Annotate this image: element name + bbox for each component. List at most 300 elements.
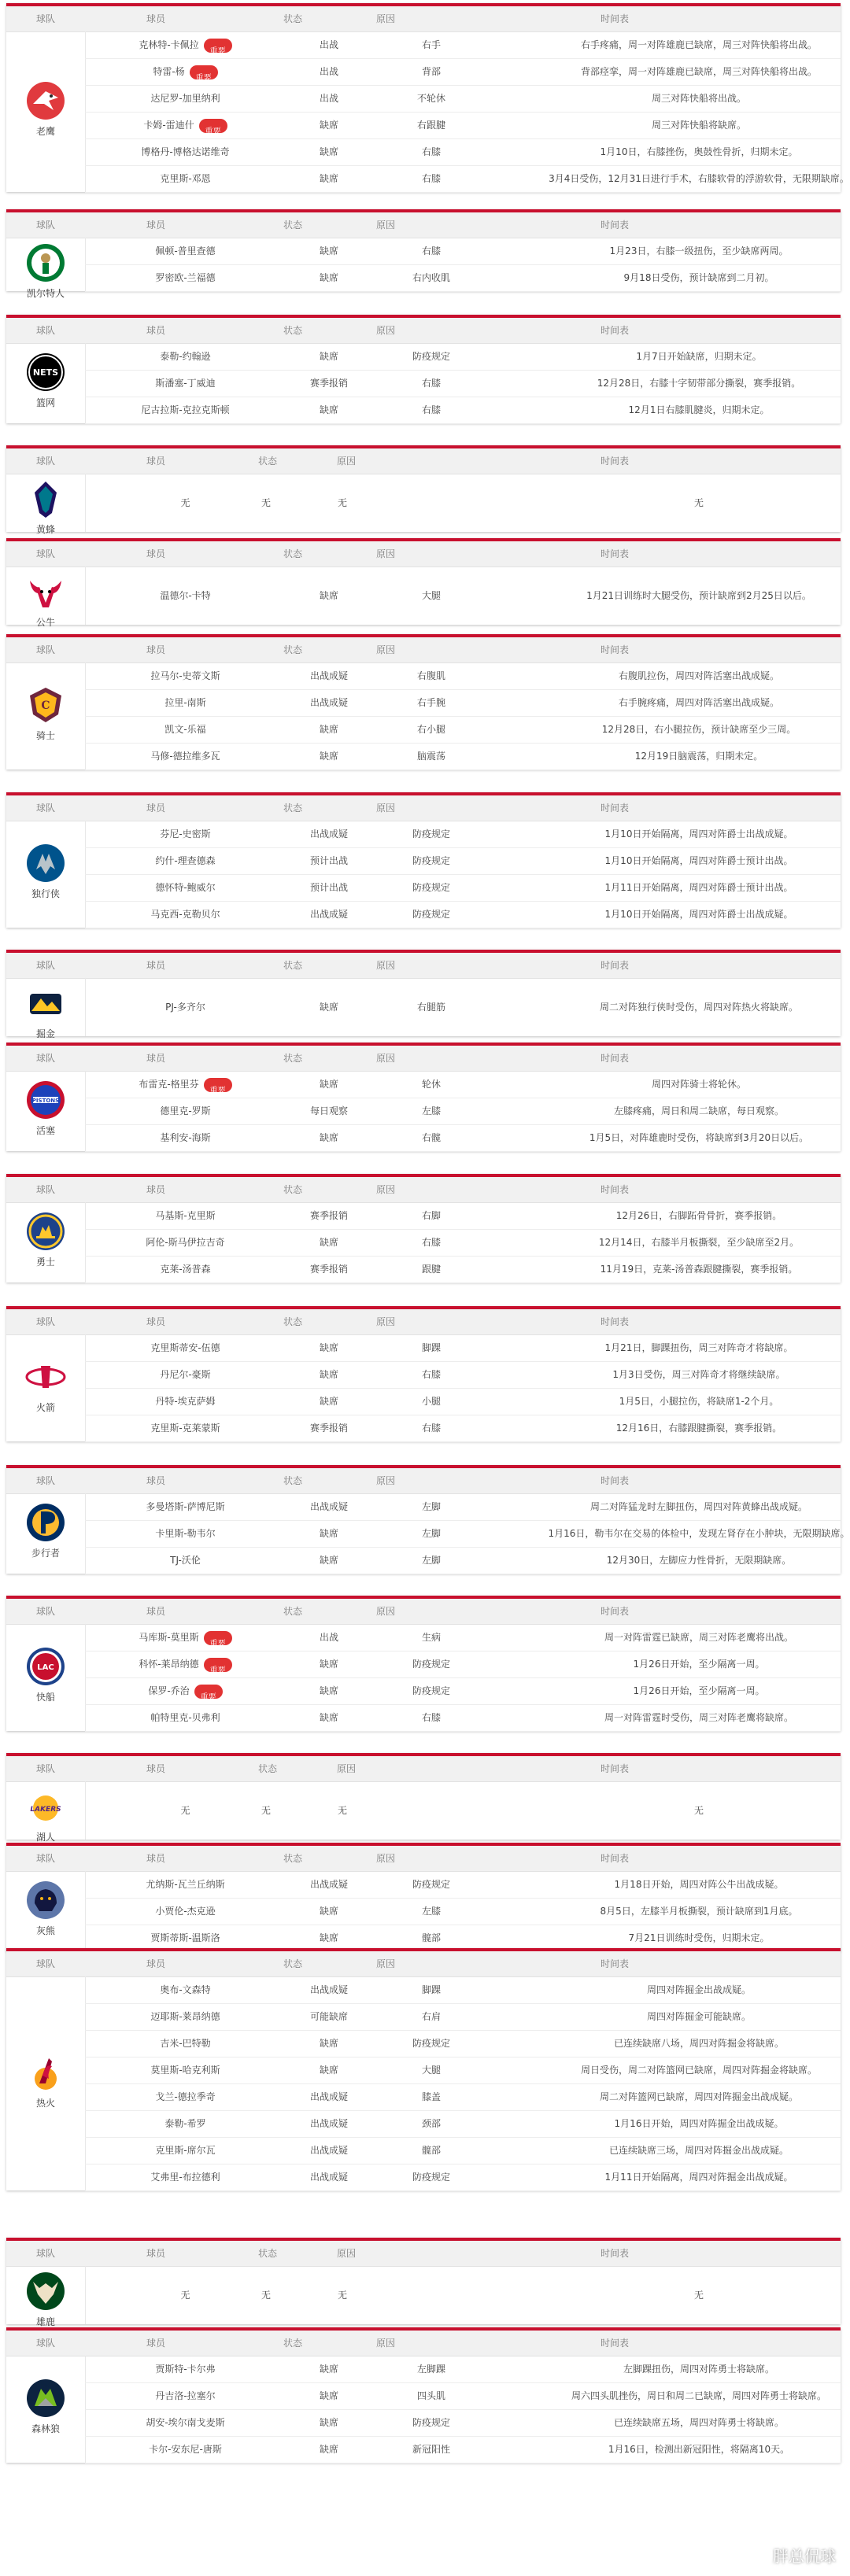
player-status: 预计出战 <box>309 855 348 866</box>
table-row <box>85 1898 841 1925</box>
table-header <box>6 1046 841 1072</box>
table-header <box>6 1599 841 1625</box>
timeline-note: 1月10日，右膝挫伤，奥鼓性骨折，归期未定。 <box>600 146 798 157</box>
timeline-note: 无 <box>693 2290 704 2301</box>
timeline-note: 左膝疼痛，周日和周二缺席，每日观察。 <box>613 1105 784 1116</box>
important-badge: 重要 <box>194 1685 223 1699</box>
player-status: 缺席 <box>319 1555 338 1566</box>
injury-reason: 膝盖 <box>421 2091 441 2102</box>
team-card-timberwolves <box>6 2327 841 2463</box>
team-cell <box>6 662 86 769</box>
player-name-text: 尼古拉斯-克拉克斯顿 <box>141 404 230 415</box>
player-name-text: 克里斯-邓恩 <box>160 173 211 184</box>
timeline-note: 无 <box>693 1805 704 1816</box>
player-status: 无 <box>261 1805 271 1816</box>
player-name-text: 德怀特-鲍威尔 <box>155 882 216 893</box>
header-reason: 原因 <box>376 325 396 336</box>
header-reason: 原因 <box>376 803 396 814</box>
table-header <box>6 1846 841 1872</box>
header-team: 球队 <box>36 1184 56 1195</box>
header-timeline: 时间表 <box>601 325 630 336</box>
timeline-note: 1月10日开始隔离，周四对阵爵士预计出战。 <box>604 855 793 866</box>
rockets-logo-icon <box>25 1356 66 1397</box>
header-timeline: 时间表 <box>601 1763 630 1774</box>
timeline-note: 12月14日，右膝半月板撕裂，至少缺席至2月。 <box>598 1237 800 1248</box>
team-cell <box>6 2356 86 2463</box>
header-status: 状态 <box>258 2248 278 2259</box>
timeline-note: 周六四头肌挫伤，周日和周二已缺席，周四对阵勇士将缺席。 <box>571 2390 826 2401</box>
table-row <box>85 58 841 86</box>
header-status: 状态 <box>283 1053 303 1064</box>
header-team: 球队 <box>36 960 56 971</box>
table-header <box>6 1756 841 1782</box>
header-status: 状态 <box>258 1763 278 1774</box>
table-row <box>85 2137 841 2165</box>
timeline-note: 1月26日开始，至少隔离一周。 <box>633 1659 765 1670</box>
header-team: 球队 <box>36 1958 56 1969</box>
injury-reason: 右肩 <box>421 2011 441 2022</box>
table-row <box>85 1520 850 1548</box>
injury-reason: 右手腕 <box>416 697 445 708</box>
player-name <box>93 2003 278 2030</box>
header-team: 球队 <box>36 2338 56 2349</box>
header-player: 球员 <box>146 220 166 231</box>
header-status: 状态 <box>283 1606 303 1617</box>
injury-reason: 大腿 <box>421 2065 441 2076</box>
injury-reason: 脚踝 <box>421 1984 441 1995</box>
table-row <box>85 1871 841 1899</box>
table-row <box>85 343 841 371</box>
clippers-logo-icon <box>25 1646 66 1687</box>
player-status: 赛季报销 <box>309 378 348 389</box>
timeline-note: 1月5日，小腿拉伤，将缺席1-2个月。 <box>619 1396 779 1407</box>
injury-reason: 防疫规定 <box>412 909 450 920</box>
injury-reason: 生病 <box>421 1632 441 1643</box>
header-status: 状态 <box>258 456 278 467</box>
player-name <box>93 1415 278 1441</box>
player-name-text: 小贾伦-杰克逊 <box>155 1906 216 1917</box>
player-status: 出战 <box>319 39 338 50</box>
header-status: 状态 <box>283 1958 303 1969</box>
player-status: 缺席 <box>319 146 338 157</box>
player-name-text: 莫里斯-哈克利斯 <box>150 2065 220 2076</box>
player-status: 缺席 <box>319 751 338 762</box>
timeline-note: 周四对阵骑士将轮休。 <box>651 1079 746 1090</box>
team-cell <box>6 1976 86 2190</box>
player-status: 缺席 <box>319 1396 338 1407</box>
header-timeline: 时间表 <box>601 960 630 971</box>
team-cell <box>6 343 86 423</box>
player-name <box>93 1898 278 1925</box>
team-card-nets <box>6 315 841 423</box>
team-cell <box>6 474 86 535</box>
timeline-note: 周四对阵掘金可能缺席。 <box>646 2011 751 2022</box>
player-name <box>93 1071 278 1098</box>
team-name: 勇士 <box>35 1257 55 1268</box>
table-header <box>6 1177 841 1203</box>
player-name <box>93 2030 278 2057</box>
table-row <box>85 1334 841 1362</box>
timeline-note: 1月11日开始隔离，周四对阵爵士预计出战。 <box>604 882 793 893</box>
svg-text:C: C <box>41 699 50 712</box>
header-status: 状态 <box>283 220 303 231</box>
injury-reason: 右膝 <box>421 1237 441 1248</box>
header-team: 球队 <box>36 325 56 336</box>
player-status: 出战成疑 <box>309 1879 348 1890</box>
player-name <box>93 1493 278 1520</box>
player-status: 缺席 <box>319 1528 338 1539</box>
timeline-note: 已连续缺席八场，周四对阵掘金将缺席。 <box>613 2038 784 2049</box>
player-name-text: 迈耶斯-莱昂纳德 <box>150 2011 220 2022</box>
injury-reason: 右膝 <box>421 173 441 184</box>
team-name: 活塞 <box>35 1125 55 1136</box>
table-header <box>6 1468 841 1494</box>
player-name <box>93 238 278 264</box>
timeline-note: 8月5日，左膝半月板撕裂，预计缺席到1月底。 <box>600 1906 798 1917</box>
player-status: 缺席 <box>319 1079 338 1090</box>
header-reason: 原因 <box>376 1606 396 1617</box>
team-name: 老鹰 <box>35 126 55 137</box>
player-name <box>93 1704 278 1731</box>
table-row <box>85 1704 841 1732</box>
table-row <box>85 1624 841 1652</box>
table-row <box>85 1797 841 1824</box>
player-name <box>93 874 278 901</box>
team-name: 公牛 <box>35 617 55 628</box>
player-status: 缺席 <box>319 2444 338 2455</box>
header-player: 球员 <box>146 456 166 467</box>
player-name-text: 丹尼尔-豪斯 <box>160 1369 211 1380</box>
table-row <box>85 2282 841 2308</box>
table-row <box>85 2083 841 2111</box>
team-card-pistons <box>6 1043 841 1151</box>
header-player: 球员 <box>146 1184 166 1195</box>
header-team: 球队 <box>36 220 56 231</box>
player-name-text: 卡尔-安东尼-唐斯 <box>149 2444 222 2455</box>
table-row <box>85 2356 841 2383</box>
timberwolves-logo-icon <box>25 2378 66 2419</box>
header-reason: 原因 <box>376 1475 396 1486</box>
bulls-logo-icon <box>25 571 66 612</box>
header-team: 球队 <box>36 1053 56 1064</box>
injury-reason: 右髋 <box>421 1132 441 1143</box>
timeline-note: 周二对阵篮网已缺席，周四对阵掘金出战成疑。 <box>599 2091 798 2102</box>
header-timeline: 时间表 <box>601 1853 630 1864</box>
table-row <box>85 901 841 928</box>
player-name <box>93 821 278 847</box>
timeline-note: 右腹肌拉伤，周四对阵活塞出战成疑。 <box>618 670 779 681</box>
timeline-note: 右手腕疼痛，周四对阵活塞出战成疑。 <box>618 697 779 708</box>
player-name-text: 马克西-克勒贝尔 <box>150 909 220 920</box>
heat-logo-icon <box>25 2052 66 2093</box>
header-reason: 原因 <box>376 960 396 971</box>
player-status: 赛季报销 <box>309 1210 348 1221</box>
table-row <box>85 238 841 265</box>
team-name: 篮网 <box>35 397 55 408</box>
injury-reason: 跟腱 <box>421 1264 441 1275</box>
header-team: 球队 <box>36 1763 56 1774</box>
header-team: 球队 <box>36 548 56 559</box>
player-name-text: 吉米-巴特勒 <box>160 2038 211 2049</box>
player-status: 缺席 <box>319 351 338 362</box>
cavaliers-logo-icon <box>25 685 66 725</box>
player-name-text: 泰勒-希罗 <box>164 2118 206 2129</box>
player-status: 出战成疑 <box>309 2118 348 2129</box>
table-row <box>85 821 841 848</box>
player-status: 缺席 <box>319 1712 338 1723</box>
header-status: 状态 <box>283 1853 303 1864</box>
player-name <box>93 2164 278 2190</box>
header-status: 状态 <box>283 803 303 814</box>
timeline-note: 周三对阵快船将缺席。 <box>651 120 746 131</box>
timeline-note: 1月3日受伤，周三对阵奇才将继续缺席。 <box>612 1369 785 1380</box>
table-row <box>85 1361 841 1389</box>
injury-reason: 左脚踝 <box>416 2364 445 2375</box>
header-timeline: 时间表 <box>601 644 630 655</box>
injury-reason: 右小腿 <box>416 724 445 735</box>
player-status: 出战 <box>319 1632 338 1643</box>
player-name-text: 克林特-卡佩拉 <box>139 39 199 50</box>
timeline-note: 12月28日，右小腿拉伤，预计缺席至少三周。 <box>601 724 796 735</box>
header-reason: 原因 <box>376 548 396 559</box>
header-player: 球员 <box>146 2248 166 2259</box>
player-status: 缺席 <box>319 1002 338 1013</box>
header-timeline: 时间表 <box>601 1053 630 1064</box>
timeline-note: 1月21日，脚踝扭伤，周三对阵奇才将缺席。 <box>604 1342 793 1353</box>
injury-reason: 髋部 <box>421 2145 441 2156</box>
player-name <box>93 1651 278 1677</box>
player-status: 出战成疑 <box>309 829 348 840</box>
header-reason: 原因 <box>376 2338 396 2349</box>
team-cell <box>6 821 86 928</box>
player-name <box>93 1124 278 1151</box>
header-player: 球员 <box>146 1053 166 1064</box>
player-name-text: 克里斯蒂安-伍德 <box>150 1342 220 1353</box>
injury-reason: 右膝 <box>421 146 441 157</box>
team-name: 灰熊 <box>35 1925 55 1936</box>
timeline-note: 已连续缺席五场，周四对阵勇士将缺席。 <box>613 2417 784 2428</box>
header-reason: 原因 <box>376 13 396 24</box>
player-name-text: 多曼塔斯-萨博尼斯 <box>146 1501 225 1512</box>
player-name <box>93 1098 278 1124</box>
player-name-text: 泰勒-约翰逊 <box>160 351 211 362</box>
player-name <box>93 31 278 58</box>
table-row <box>85 1124 841 1152</box>
player-status: 缺席 <box>319 1237 338 1248</box>
player-status: 出战 <box>319 66 338 77</box>
header-reason: 原因 <box>337 2248 357 2259</box>
injury-reason: 防疫规定 <box>412 1659 450 1670</box>
header-timeline: 时间表 <box>601 1475 630 1486</box>
player-status: 缺席 <box>319 724 338 735</box>
header-timeline: 时间表 <box>601 1184 630 1195</box>
player-status: 缺席 <box>319 2065 338 2076</box>
injury-reason: 右手 <box>421 39 441 50</box>
team-cell <box>6 238 86 299</box>
header-player: 球员 <box>146 2338 166 2349</box>
timeline-note: 周四对阵掘金出战成疑。 <box>646 1984 751 1995</box>
timeline-note: 周三对阵快船将出战。 <box>651 93 746 104</box>
injury-reason: 右内收肌 <box>412 272 450 283</box>
header-player: 球员 <box>146 644 166 655</box>
table-row <box>85 1493 841 1521</box>
injury-reason: 右腹肌 <box>416 670 445 681</box>
table-row <box>85 2409 841 2437</box>
player-status: 缺席 <box>319 404 338 415</box>
timeline-note: 背部痉挛，周一对阵雄鹿已缺席，周三对阵快船将出战。 <box>580 66 817 77</box>
table-header <box>6 953 841 979</box>
warriors-logo-icon <box>25 1211 66 1252</box>
table-row <box>85 743 841 770</box>
player-name-text: 卡姆-雷迪什 <box>143 120 194 131</box>
injury-reason: 右膝 <box>421 1369 441 1380</box>
injury-reason: 防疫规定 <box>412 2172 450 2183</box>
timeline-note: 12月28日，右膝十字韧带部分撕裂，赛季报销。 <box>597 378 801 389</box>
injury-reason: 防疫规定 <box>412 1685 450 1696</box>
player-name-text: 克莱-汤普森 <box>160 1264 211 1275</box>
grizzlies-logo-icon <box>25 1880 66 1921</box>
timeline-note: 1月18日开始，周四对阵公牛出战成疑。 <box>614 1879 784 1890</box>
injury-reason: 小腿 <box>421 1396 441 1407</box>
timeline-note: 周二对阵猛龙时左脚扭伤，周四对阵黄蜂出战成疑。 <box>589 1501 808 1512</box>
header-timeline: 时间表 <box>601 803 630 814</box>
team-card-rockets <box>6 1306 841 1441</box>
header-status: 状态 <box>283 2338 303 2349</box>
header-status: 状态 <box>283 1184 303 1195</box>
player-status: 每日观察 <box>309 1105 348 1116</box>
team-card-cavaliers <box>6 634 841 769</box>
injury-reason: 防疫规定 <box>412 2417 450 2428</box>
player-name <box>93 1388 278 1415</box>
player-name-text: 胡安-埃尔南戈麦斯 <box>146 2417 225 2428</box>
table-row <box>85 2382 841 2410</box>
svg-text:LAC: LAC <box>37 1663 54 1672</box>
table-header <box>6 541 841 567</box>
player-status: 缺席 <box>319 2364 338 2375</box>
player-status: 缺席 <box>319 2417 338 2428</box>
header-team: 球队 <box>36 13 56 24</box>
player-name-text: 保罗-乔治 <box>148 1685 190 1696</box>
header-timeline: 时间表 <box>601 548 630 559</box>
player-name-text: 马基斯-克里斯 <box>155 1210 216 1221</box>
player-name <box>93 264 278 291</box>
timeline-note: 7月21日训练时受伤，归期未定。 <box>628 1932 770 1943</box>
team-cell <box>6 1202 86 1282</box>
header-reason: 原因 <box>376 1316 396 1327</box>
bucks-logo-icon <box>25 2271 66 2312</box>
header-reason: 原因 <box>376 1184 396 1195</box>
player-name-text: 克里斯-克莱蒙斯 <box>150 1423 220 1434</box>
nuggets-logo-icon <box>25 983 66 1024</box>
table-row <box>85 2110 841 2138</box>
injury-reason: 右脚 <box>421 1210 441 1221</box>
player-status: 缺席 <box>319 272 338 283</box>
player-name <box>93 901 278 928</box>
player-name-text: 约什-理查德森 <box>155 855 216 866</box>
timeline-note: 1月21日训练时大腿受伤，预计缺席到2月25日以后。 <box>586 590 811 601</box>
player-name <box>93 1202 278 1229</box>
header-status: 状态 <box>283 960 303 971</box>
timeline-note: 1月5日，对阵雄鹿时受伤，将缺席到3月20日以后。 <box>589 1132 809 1143</box>
player-name-text: 戈兰-德拉季奇 <box>155 2091 216 2102</box>
table-row <box>85 1415 841 1442</box>
table-row <box>85 138 841 166</box>
pistons-logo-icon <box>25 1079 66 1120</box>
table-row <box>85 2057 841 2084</box>
table-header <box>6 318 841 344</box>
player-name <box>93 743 278 769</box>
injury-reason: 防疫规定 <box>412 882 450 893</box>
header-timeline: 时间表 <box>601 13 630 24</box>
header-player: 球员 <box>146 1475 166 1486</box>
table-header <box>6 795 841 821</box>
table-header <box>6 2241 841 2267</box>
timeline-note: 1月10日开始隔离，周四对阵爵士出战成疑。 <box>604 829 793 840</box>
header-team: 球队 <box>36 1606 56 1617</box>
injury-reason: 大腿 <box>421 590 441 601</box>
player-name <box>93 1520 278 1547</box>
player-name <box>93 2409 278 2436</box>
player-name-text: 克里斯-席尔瓦 <box>155 2145 216 2156</box>
injury-reason: 无 <box>337 1805 347 1816</box>
hawks-logo-icon <box>25 80 66 121</box>
table-row <box>85 370 841 397</box>
injury-reason: 左膝 <box>421 1906 441 1917</box>
injury-reason: 四头肌 <box>416 2390 445 2401</box>
player-status: 出战 <box>319 93 338 104</box>
player-name-text: 帕特里克-贝弗利 <box>150 1712 220 1723</box>
header-player: 球员 <box>146 548 166 559</box>
player-name-text: 芬尼-史密斯 <box>160 829 211 840</box>
team-card-pacers <box>6 1465 850 1574</box>
header-status: 状态 <box>283 1316 303 1327</box>
table-row <box>85 165 849 193</box>
table-header <box>6 2331 841 2356</box>
injury-reason: 防疫规定 <box>412 829 450 840</box>
table-row <box>85 689 841 717</box>
player-status: 出战成疑 <box>309 1984 348 1995</box>
table-row <box>85 1229 841 1257</box>
lakers-logo-icon <box>25 1786 66 1827</box>
header-timeline: 时间表 <box>601 1958 630 1969</box>
header-player: 球员 <box>146 1958 166 1969</box>
injury-reason: 防疫规定 <box>412 855 450 866</box>
pacers-logo-icon <box>25 1502 66 1543</box>
timeline-note: 12月19日脑震荡，归期未定。 <box>634 751 763 762</box>
timeline-note: 12月26日，右脚跖骨骨折，赛季报销。 <box>615 1210 782 1221</box>
player-name <box>93 716 278 743</box>
header-reason: 原因 <box>337 1763 357 1774</box>
header-reason: 原因 <box>376 1053 396 1064</box>
nets-logo-icon <box>25 352 66 393</box>
team-card-mavericks <box>6 792 841 928</box>
injury-reason: 防疫规定 <box>412 351 450 362</box>
player-status: 缺席 <box>319 1132 338 1143</box>
important-badge: 重要 <box>204 1078 232 1092</box>
header-player: 球员 <box>146 803 166 814</box>
player-name-text: 无 <box>180 2290 190 2301</box>
team-card-heat <box>6 1948 841 2190</box>
player-name-text: 尤纳斯-瓦兰丘纳斯 <box>146 1879 225 1890</box>
timeline-note: 1月16日开始，周四对阵掘金出战成疑。 <box>614 2118 784 2129</box>
header-timeline: 时间表 <box>601 1606 630 1617</box>
team-card-lakers <box>6 1753 841 1843</box>
player-name-text: 丹特-埃克萨姆 <box>155 1396 216 1407</box>
team-cell <box>6 978 86 1039</box>
player-name <box>93 2382 278 2409</box>
player-name <box>93 370 278 397</box>
player-name-text: 卡里斯-勒韦尔 <box>155 1528 216 1539</box>
